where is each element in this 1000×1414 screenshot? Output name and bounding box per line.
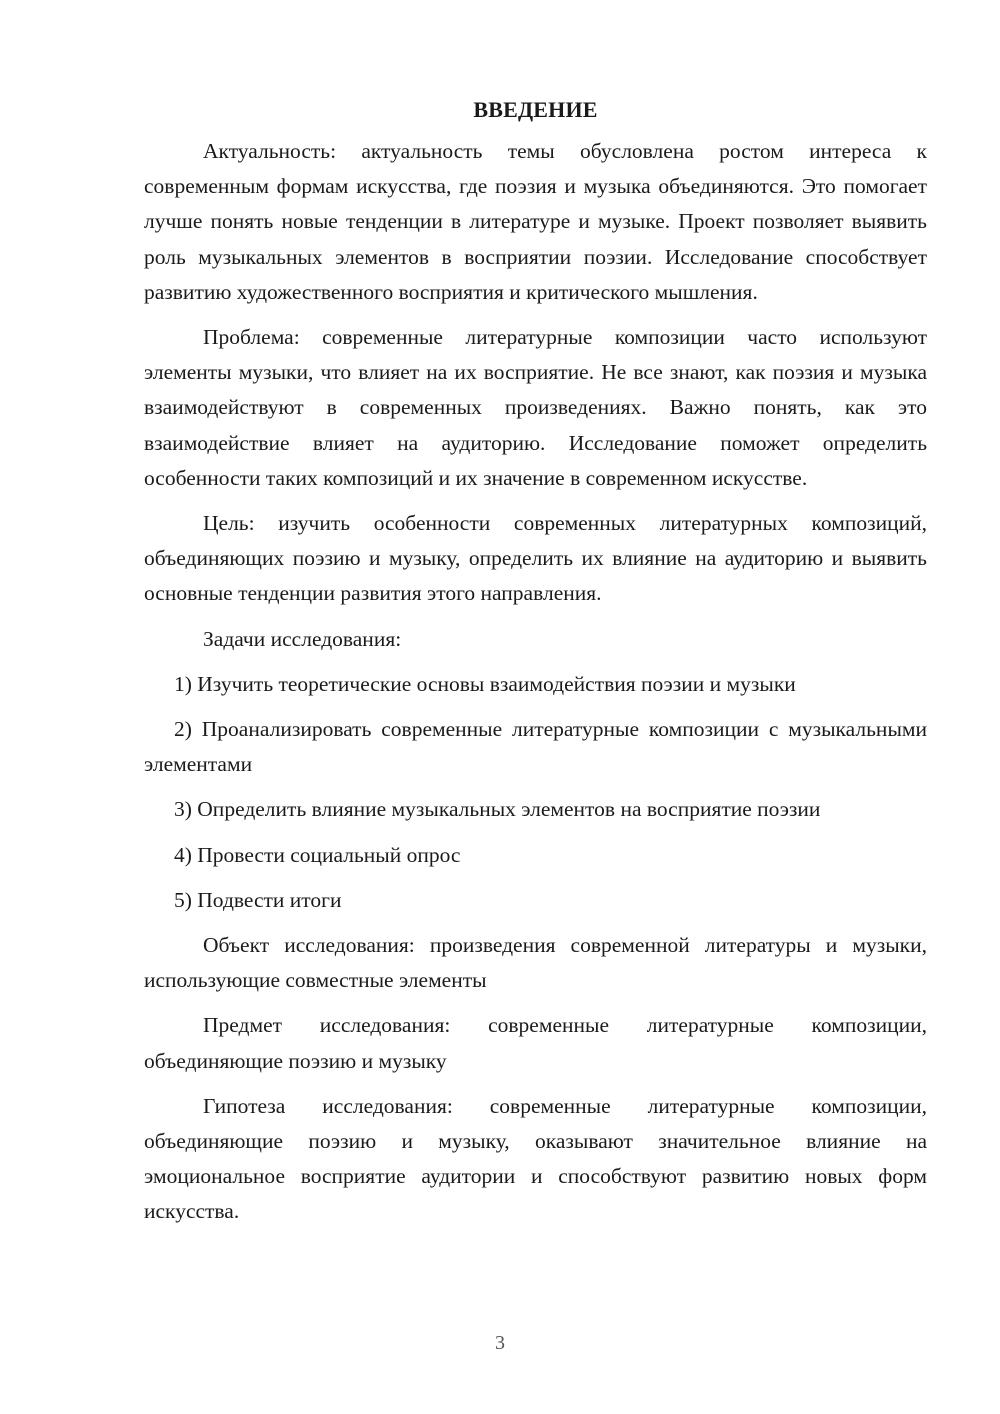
section-title: ВВЕДЕНИЕ	[473, 97, 598, 122]
task-item-4: 4) Провести социальный опрос	[174, 842, 461, 867]
task-item-1: 1) Изучить теоретические основы взаимодействия поэзии и музыки	[174, 671, 796, 696]
relevance-paragraph: Актуальность: актуальность темы обусловлена ростом интереса к современным формам искусства, где поэзия и музыка объединяются. Это помогает лучше понять новые тенденции в литературе и музыке. Проект позволяет выявить роль музыкальных элементов в восприятии поэзии. Исследование способствует развитию художественного восприятия и критического мышления.	[144, 139, 927, 304]
tasks-heading: Задачи исследования:	[203, 626, 402, 651]
object-paragraph: Объект исследования: произведения современной литературы и музыки, использующие совместные элементы	[144, 933, 927, 993]
document-page	[144, 90, 927, 1240]
problem-paragraph: Проблема: современные литературные композиции часто используют элементы музыки, что влияет на их восприятие. Не все знают, как поэзия и музыка взаимодействуют в современных произведениях. Важно понять, как это взаимодействие влияет на аудиторию. Исследование поможет определить особенности таких композиций и их значение в современном искусстве.	[144, 325, 927, 490]
subject-paragraph: Предмет исследования: современные литературные композиции, объединяющие поэзию и музыку	[144, 1013, 927, 1073]
goal-paragraph: Цель: изучить особенности современных литературных композиций, объединяющих поэзию и музыку, определить их влияние на аудиторию и выявить основные тенденции развития этого направления.	[144, 511, 927, 606]
page-number: 3	[495, 1332, 505, 1354]
task-item-5: 5) Подвести итоги	[174, 887, 342, 912]
task-item-3: 3) Определить влияние музыкальных элементов на восприятие поэзии	[174, 797, 821, 822]
hypothesis-paragraph: Гипотеза исследования: современные литературные композиции, объединяющие поэзию и музыку, оказывают значительное влияние на эмоциональное восприятие аудитории и способствуют развитию новых форм искусства.	[144, 1093, 927, 1224]
task-item-2: 2) Проанализировать современные литературные композиции с музыкальными элементами	[144, 717, 927, 777]
